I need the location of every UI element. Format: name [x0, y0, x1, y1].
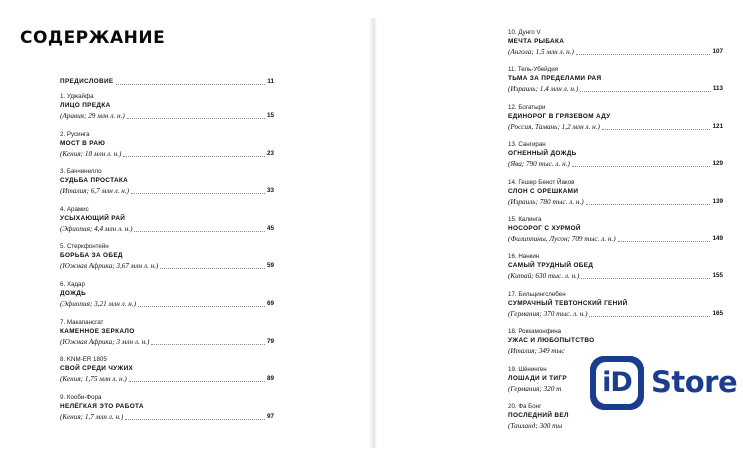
toc-entry-subtitle: (Италия; 6,7 млн л. н.) — [60, 187, 130, 196]
toc-entry-page: 79 — [266, 337, 274, 345]
leader-dots — [127, 118, 265, 119]
toc-entry-chapter: 5. Стеркфонтейн — [60, 243, 109, 251]
idstore-watermark — [585, 353, 743, 413]
toc-entry-page: 129 — [712, 160, 723, 168]
toc-entry-subtitle: (Кения; 1,7 млн л. н.) — [60, 412, 124, 421]
toc-entry[interactable] — [508, 104, 723, 141]
toc-entry-title: САМЫЙ ТРУДНЫЙ ОБЕД — [508, 262, 594, 270]
toc-entry[interactable] — [508, 291, 723, 328]
toc-entry[interactable] — [60, 281, 274, 319]
toc-entry-page: 23 — [266, 149, 274, 157]
toc-entry-page: 15 — [266, 112, 274, 119]
toc-entry-chapter: 16. Нанкин — [508, 253, 540, 261]
leader-dots — [586, 204, 711, 205]
toc-entry-title: СУМРАЧНЫЙ ТЕВТОНСКИЙ ГЕНИЙ — [508, 299, 628, 307]
toc-entry-chapter: 12. Богатыри — [508, 103, 546, 111]
toc-entry[interactable] — [60, 356, 274, 394]
toc-entry-page: 11 — [267, 78, 274, 85]
toc-entry-chapter: 15. Калинга — [508, 215, 542, 223]
toc-entry-chapter: 9. Кооби-Фора — [60, 393, 102, 401]
toc-left-column — [60, 76, 274, 431]
toc-entry-chapter: 11. Тель-Убейдия — [508, 66, 559, 74]
toc-entry-chapter: 18. Роккамонфина — [508, 328, 562, 336]
toc-entry-page: 155 — [712, 272, 723, 280]
toc-entry-chapter: 1. Уджайфа — [60, 93, 94, 100]
toc-entry-subtitle: (Италия; 349 тыс — [508, 347, 565, 356]
toc-entry-page: 89 — [266, 375, 274, 383]
toc-entry-page: 33 — [266, 187, 274, 195]
toc-entry[interactable] — [60, 319, 274, 357]
toc-entry-page: 149 — [712, 234, 723, 242]
toc-entry-title: НОСОРОГ С ХУРМОЙ — [508, 224, 581, 232]
leader-dots — [602, 129, 711, 130]
toc-entry-title: МЕЧТА РЫБАКА — [508, 38, 565, 45]
leader-dots — [581, 278, 710, 279]
toc-entry-chapter: 19. Шёнинген — [508, 365, 547, 373]
toc-entry-page: 45 — [266, 224, 274, 232]
toc-entry-page: 113 — [712, 85, 723, 93]
toc-entry-title: БОРЬБА ЗА ОБЕД — [60, 252, 123, 260]
toc-entry-title: УЖАС И ЛЮБОПЫТСТВО — [508, 337, 595, 345]
leader-dots — [131, 193, 265, 194]
toc-entry-title: СЛОН С ОРЕШКАМИ — [508, 187, 579, 195]
toc-entry[interactable] — [508, 141, 723, 178]
toc-entry-page: 69 — [266, 299, 274, 307]
leader-dots — [589, 316, 710, 317]
leader-dots — [138, 306, 265, 307]
toc-entry-subtitle: (Германия; 320 т — [508, 384, 562, 393]
toc-entry-title: НЕЛЁГКАЯ ЭТО РАБОТА — [60, 402, 144, 410]
toc-entry-subtitle: (Израиль; 780 тыс. л. н.) — [508, 197, 584, 206]
toc-entry-chapter: 8. KNM-ER 1805 — [60, 356, 107, 364]
toc-entry-page: 165 — [712, 309, 723, 317]
toc-entry-chapter: 17. Бильцингслебен — [508, 290, 566, 298]
toc-entry-chapter: 7. Макапансгат — [60, 318, 104, 326]
toc-entry[interactable] — [508, 179, 723, 216]
toc-entry[interactable] — [508, 29, 723, 66]
leader-dots — [576, 54, 711, 55]
toc-entry-title: КАМЕННОЕ ЗЕРКАЛО — [60, 327, 135, 335]
leader-dots — [129, 381, 265, 382]
toc-entry-subtitle: (Таиланд; 300 ты — [508, 421, 563, 430]
toc-entry-chapter: 6. Хадар — [60, 280, 85, 288]
toc-entry-page: 121 — [712, 122, 723, 130]
toc-entry-title: ТЬМА ЗА ПРЕДЕЛАМИ РАЯ — [508, 75, 602, 83]
toc-entry-subtitle: (Филиппины, Лусон; 709 тыс. л. н.) — [508, 234, 616, 243]
toc-entry-title: УСЫХАЮЩИЙ РАЙ — [60, 214, 126, 222]
leader-dots — [134, 231, 265, 232]
toc-entry[interactable] — [508, 66, 723, 103]
toc-entry-title: ПОСЛЕДНИЙ ВЕЛ — [508, 411, 569, 419]
page-gutter — [369, 18, 377, 448]
leader-dots — [116, 84, 266, 85]
toc-entry[interactable] — [60, 131, 274, 169]
toc-entry-preface[interactable] — [60, 77, 274, 91]
toc-entry-page: 107 — [712, 48, 723, 55]
toc-entry-subtitle: (Китай; 630 тыс. л. н.) — [508, 272, 580, 281]
leader-dots — [125, 419, 265, 420]
toc-left-entries — [60, 93, 274, 431]
toc-entry-title: ДОЖДЬ — [60, 289, 87, 297]
toc-entry[interactable] — [60, 206, 274, 244]
toc-entry-subtitle: (Эфиопия; 3,21 млн л. н.) — [60, 299, 137, 308]
toc-entry-page: 59 — [266, 262, 274, 270]
toc-entry-subtitle: (Ангола; 1,5 млн л. н.) — [508, 48, 574, 56]
logo-mark-text: iD — [602, 367, 632, 398]
leader-dots — [580, 91, 711, 92]
toc-entry[interactable] — [508, 253, 723, 290]
toc-entry-chapter: 10. Дунго V — [508, 29, 541, 36]
toc-entry-chapter: 4. Арамис — [60, 205, 89, 213]
toc-entry-chapter: 14. Гешер Бенот Йаков — [508, 178, 575, 186]
toc-entry-subtitle: (Россия, Тамань; 1,2 млн л. н.) — [508, 122, 600, 131]
toc-entry-title: ЕДИНОРОГ В ГРЯЗЕВОМ АДУ — [508, 112, 611, 120]
toc-entry-chapter: 13. Сангиран — [508, 141, 546, 149]
toc-entry-subtitle: (Эфиопия; 4,4 млн л. н.) — [60, 224, 133, 233]
idstore-logo-icon — [590, 356, 644, 410]
toc-entry-subtitle: (Ява; 790 тыс. л. н.) — [508, 160, 570, 169]
toc-entry[interactable] — [60, 243, 274, 281]
toc-title: СОДЕРЖАНИЕ — [20, 28, 166, 48]
leader-dots — [123, 156, 265, 157]
toc-entry[interactable] — [60, 93, 274, 131]
toc-entry[interactable] — [60, 394, 274, 432]
toc-entry-title: ПРЕДИСЛОВИЕ — [60, 78, 114, 85]
toc-entry[interactable] — [60, 168, 274, 206]
toc-entry-subtitle: (Кения; 1,75 млн л. н.) — [60, 375, 127, 384]
logo-wordmark: Store — [651, 365, 738, 399]
leader-dots — [160, 268, 265, 269]
toc-entry-title: ЛИЦО ПРЕДКА — [60, 102, 111, 109]
toc-entry-subtitle: (Израиль; 1,4 млн л. н.) — [508, 85, 579, 94]
toc-entry-title: СУДЬБА ПРОСТАКА — [60, 177, 129, 185]
toc-entry-chapter: 3. Баччинелло — [60, 168, 102, 176]
leader-dots — [618, 241, 711, 242]
toc-entry-title: ОГНЕННЫЙ ДОЖДЬ — [508, 150, 577, 158]
toc-entry-chapter: 2. Русинга — [60, 130, 90, 138]
toc-entry-chapter: 20. Фа Бонг — [508, 402, 542, 410]
leader-dots — [572, 166, 711, 167]
leader-dots — [151, 344, 265, 345]
toc-entry-title: МОСТ В РАЮ — [60, 139, 106, 147]
toc-entry-title: СВОЙ СРЕДИ ЧУЖИХ — [60, 365, 134, 373]
toc-entry-page: 139 — [712, 197, 723, 205]
toc-entry-title: ЛОШАДИ И ТИГР — [508, 374, 567, 382]
toc-entry[interactable] — [508, 216, 723, 253]
toc-entry-subtitle: (Южная Африка; 3,67 млн л. н.) — [60, 262, 159, 271]
toc-entry-subtitle: (Южная Африка; 3 млн л. н.) — [60, 337, 150, 346]
toc-entry-page: 97 — [266, 412, 274, 420]
toc-entry-subtitle: (Кения; 18 млн л. н.) — [60, 149, 122, 158]
toc-entry-subtitle: (Аравия; 29 млн л. н.) — [60, 112, 125, 120]
toc-entry-subtitle: (Германия; 370 тыс. л. н.) — [508, 309, 588, 318]
